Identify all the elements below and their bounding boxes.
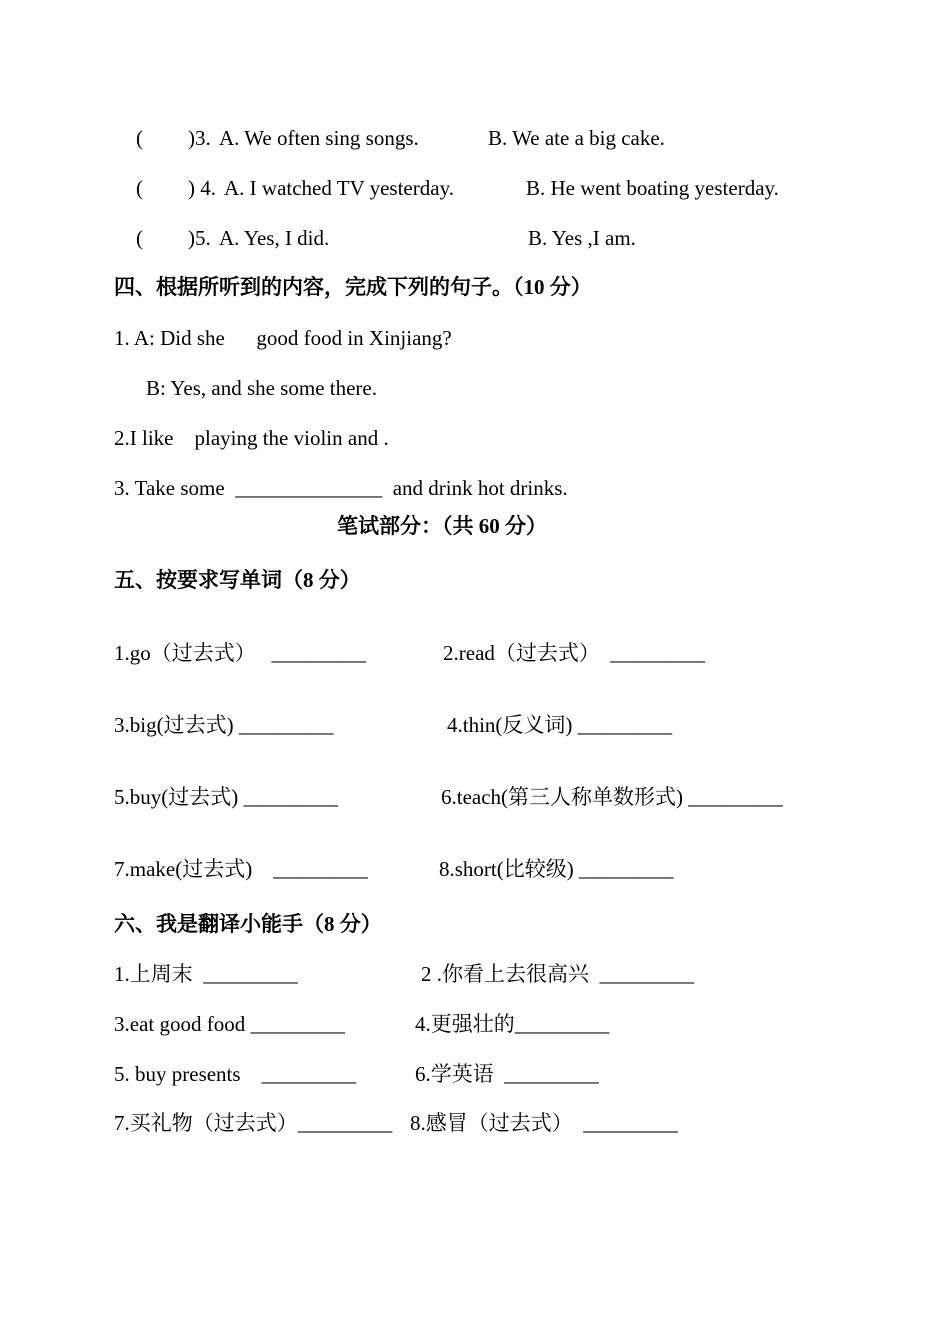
choice-5-paren: (: [136, 226, 143, 250]
section-6-item-5: 5. buy presents _________: [114, 1062, 357, 1086]
choice-4-option-b: B. He went boating yesterday.: [526, 176, 779, 200]
section-4-line-2: 2.I like playing the violin and .: [114, 426, 389, 450]
written-part-heading: 笔试部分：（共 60 分）: [337, 514, 547, 538]
choice-3-option-b: B. We ate a big cake.: [488, 126, 665, 150]
choice-4-option-a: A. I watched TV yesterday.: [224, 176, 454, 200]
section-6-item-8: 8.感冒（过去式） _________: [410, 1111, 678, 1135]
choice-5-number: )5.: [188, 226, 211, 250]
choice-3-paren: (: [136, 126, 143, 150]
section-4-line-3: 3. Take some ______________ and drink hot drinks.: [114, 476, 568, 500]
section-6-item-1: 1.上周末 _________: [114, 962, 298, 986]
choice-5-option-a: A. Yes, I did.: [219, 226, 330, 250]
section-6-item-3: 3.eat good food _________: [114, 1012, 345, 1036]
section-5-item-8: 8.short(比较级) _________: [439, 857, 674, 881]
section-5-item-3: 3.big(过去式) _________: [114, 713, 334, 737]
section-6-item-4: 4.更强壮的_________: [415, 1012, 610, 1036]
choice-3-option-a: A. We often sing songs.: [219, 126, 419, 150]
choice-3-number: )3.: [188, 126, 211, 150]
section-5-item-6: 6.teach(第三人称单数形式) _________: [441, 785, 783, 809]
section-5-heading: 五、按要求写单词（8 分）: [114, 568, 361, 592]
section-6-item-2: 2 .你看上去很高兴 _________: [421, 962, 694, 986]
choice-5-option-b: B. Yes ,I am.: [528, 226, 636, 250]
section-6-heading: 六、我是翻译小能手（8 分）: [114, 912, 382, 936]
section-5-item-4: 4.thin(反义词) _________: [447, 713, 673, 737]
section-4-line-1b: B: Yes, and she some there.: [146, 376, 377, 400]
section-5-item-1: 1.go（过去式） _________: [114, 641, 366, 665]
section-4-line-1: 1. A: Did she good food in Xinjiang?: [114, 326, 452, 350]
section-5-item-5: 5.buy(过去式) _________: [114, 785, 338, 809]
section-6-item-6: 6.学英语 _________: [415, 1062, 599, 1086]
section-5-item-7: 7.make(过去式) _________: [114, 857, 368, 881]
section-5-item-2: 2.read（过去式） _________: [443, 641, 705, 665]
choice-4-paren: (: [136, 176, 143, 200]
choice-4-number: ) 4.: [188, 176, 216, 200]
section-6-item-7: 7.买礼物（过去式）_________: [114, 1111, 393, 1135]
section-4-heading: 四、根据所听到的内容，完成下列的句子。（10 分）: [114, 275, 592, 299]
